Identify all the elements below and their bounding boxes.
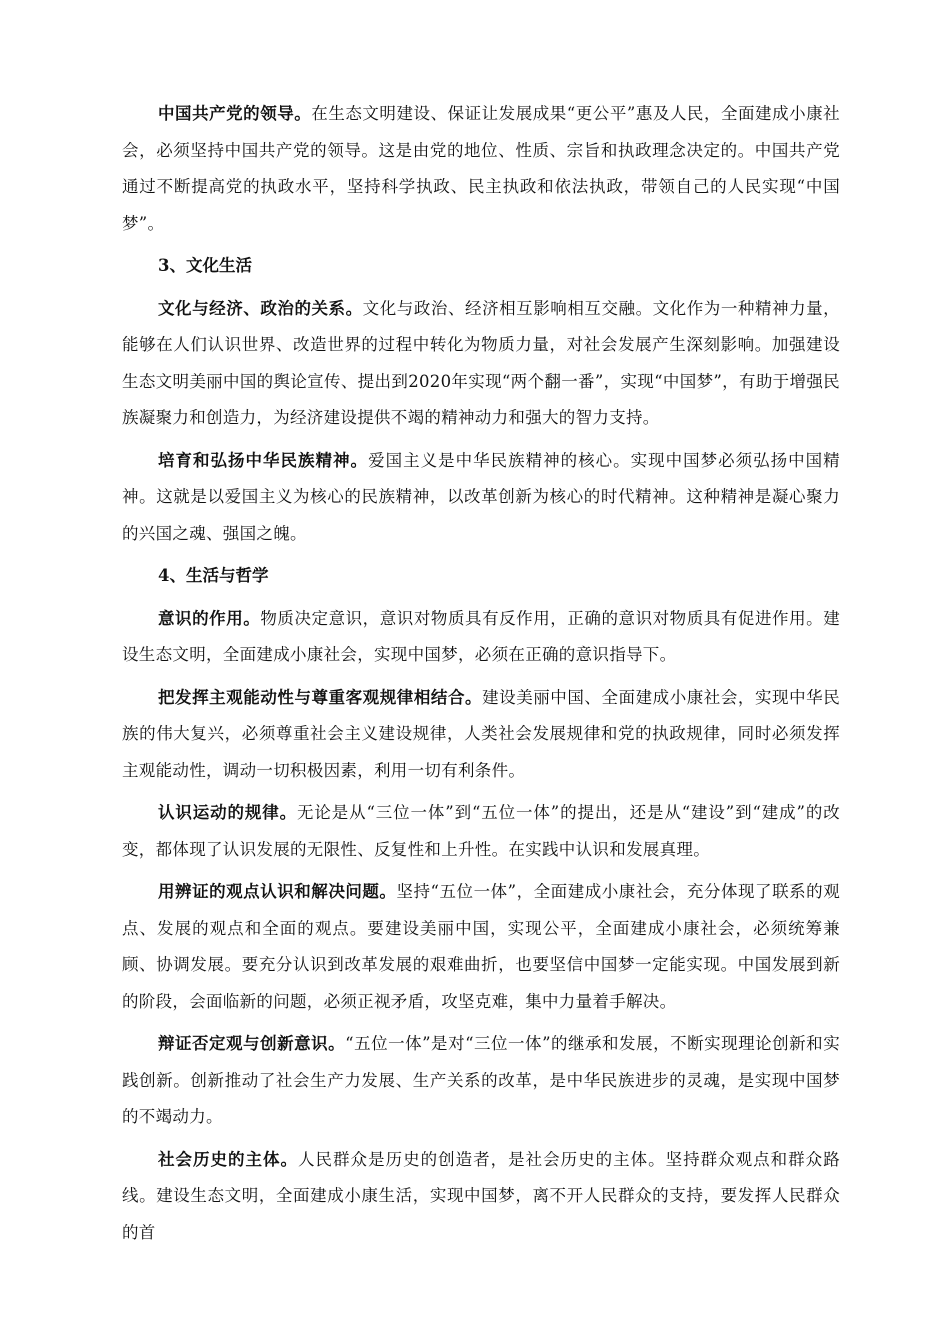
paragraph-party-leadership <box>122 96 840 242</box>
paragraph-text: 人民群众是历史的创造者，是社会历史的主体。坚持群众观点和群众路线。建设生态文明，全面建成小康生活，实现中国梦，离不开人民群众的支持，要发挥人民群众的首 <box>122 1149 840 1242</box>
paragraph-historical-subject <box>122 1142 840 1252</box>
section-heading-cultural-life: 3、文化生活 <box>158 256 252 275</box>
paragraph-title: 中国共产党的领导。 <box>158 104 312 123</box>
paragraph-title: 用辨证的观点认识和解决问题。 <box>158 882 397 901</box>
paragraph-national-spirit <box>122 443 840 553</box>
paragraph-dialectical-view <box>122 874 840 1020</box>
paragraph-title: 意识的作用。 <box>158 608 261 628</box>
paragraph-title: 培育和弘扬中华民族精神。 <box>158 450 369 470</box>
paragraph-title: 文化与经济、政治的关系。 <box>158 298 363 318</box>
paragraph-title: 辩证否定观与创新意识。 <box>158 1034 346 1053</box>
paragraph-text: 爱国主义是中华民族精神的核心。实现中国梦必须弘扬中国精神。这就是以爱国主义为核心的民族精神，以改革创新为核心的时代精神。这种精神是凝心聚力的兴国之魂、强国之魄。 <box>122 450 840 543</box>
paragraph-title: 把发挥主观能动性与尊重客观规律相结合。 <box>158 687 483 707</box>
paragraph-cognition-laws <box>122 795 840 868</box>
paragraph-title: 社会历史的主体。 <box>158 1149 299 1169</box>
paragraph-role-of-consciousness <box>122 601 840 674</box>
paragraph-text: 建设美丽中国、全面建成小康社会，实现中华民族的伟大复兴，必须尊重社会主义建设规律，人类社会发展规律和党的执政规律，同时必须发挥主观能动性，调动一切积极因素，利用一切有利条件。 <box>122 687 840 780</box>
paragraph-text: 物质决定意识，意识对物质具有反作用，正确的意识对物质具有促进作用。建设生态文明，全面建成小康社会，实现中国梦，必须在正确的意识指导下。 <box>122 608 840 664</box>
paragraph-text: 坚持“五位一体”，全面建成小康社会，充分体现了联系的观点、发展的观点和全面的观点。要建设美丽中国，实现公平，全面建成小康社会，必须统筹兼顾、协调发展。要充分认识到改革发展的艰难曲折，也要坚信中国梦一定能实现。中国发展到新的阶段，会面临新的问题，必须正视矛盾，攻坚克难，集中力量着手解决。 <box>122 882 840 1011</box>
paragraph-culture-economy-politics <box>122 291 840 437</box>
paragraph-text: 无论是从“三位一体”到“五位一体”的提出，还是从“建设”到“建成”的改变，都体现了认识发展的无限性、反复性和上升性。在实践中认识和发展真理。 <box>122 803 840 859</box>
paragraph-text: “五位一体”是对“三位一体”的继承和发展，不断实现理论创新和实践创新。创新推动了社会生产力发展、生产关系的改革，是中华民族进步的灵魂，是实现中国梦的不竭动力。 <box>122 1034 840 1126</box>
paragraph-title: 认识运动的规律。 <box>158 803 297 822</box>
paragraph-dialectical-negation <box>122 1026 840 1136</box>
paragraph-text: 文化与政治、经济相互影响相互交融。文化作为一种精神力量，能够在人们认识世界、改造世界的过程中转化为物质力量，对社会发展产生深刻影响。加强建设生态文明美丽中国的舆论宣传、提出到2020年实现“两个翻一番”，实现“中国梦”，有助于增强民族凝聚力和创造力，为经济建设提供不竭的精神动力和强大的智力支持。 <box>122 298 840 427</box>
paragraph-subjective-initiative <box>122 680 840 790</box>
paragraph-text: 在生态文明建设、保证让发展成果“更公平”惠及人民，全面建成小康社会，必须坚持中国共产党的领导。这是由党的地位、性质、宗旨和执政理念决定的。中国共产党通过不断提高党的执政水平，坚持科学执政、民主执政和依法执政，带领自己的人民实现“中国梦”。 <box>122 104 840 233</box>
section-heading-life-and-philosophy: 4、生活与哲学 <box>158 566 269 585</box>
